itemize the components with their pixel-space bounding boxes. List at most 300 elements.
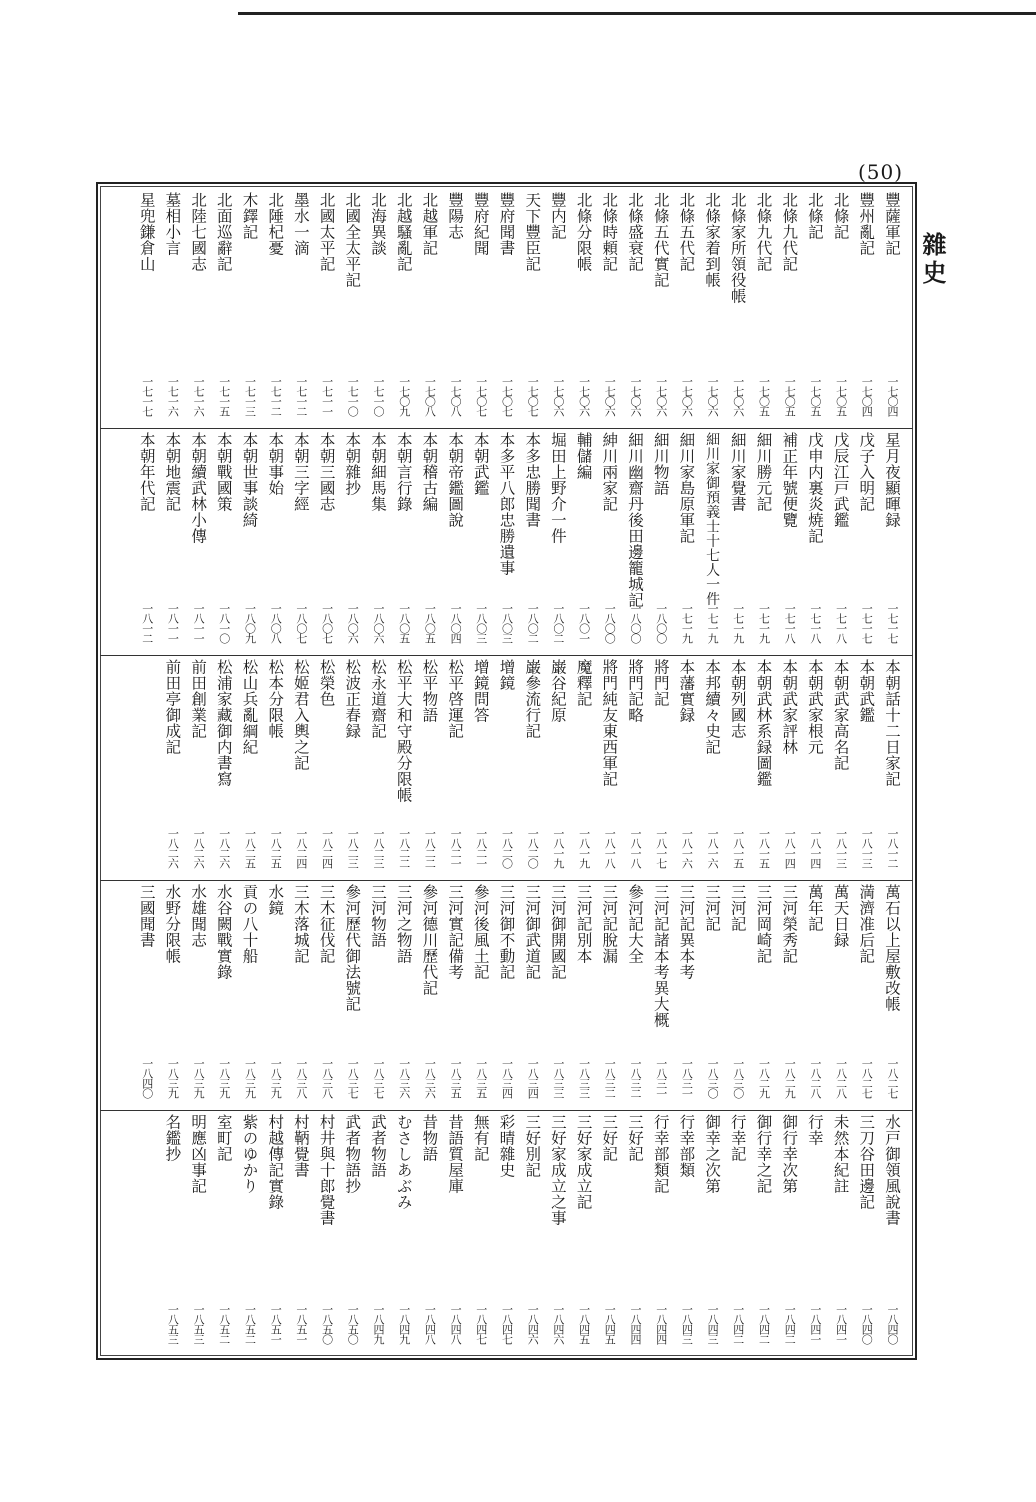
entry-number: 一八一六 — [680, 828, 694, 868]
entry-title: 豐陽志 — [446, 192, 465, 240]
index-entry — [468, 659, 494, 880]
index-entry — [571, 884, 597, 1110]
entry-number: 一八二三 — [372, 828, 385, 868]
entry-title: 村井與十郎覺書 — [317, 1114, 336, 1226]
index-entry — [494, 884, 520, 1110]
entry-title: 三好記 — [600, 1114, 619, 1162]
entry-number: 一八三五 — [474, 1058, 488, 1098]
index-entry — [519, 1114, 545, 1356]
entry-number: 一八三〇 — [731, 1058, 745, 1098]
entry-title: 行幸部類 — [677, 1114, 696, 1178]
index-entry — [339, 659, 365, 880]
index-entry — [751, 884, 777, 1110]
index-entry — [622, 1114, 648, 1356]
entry-number: 一八三五 — [449, 1058, 463, 1098]
entry-number: 一八二七 — [886, 1058, 899, 1098]
index-entry — [802, 432, 828, 655]
index-entry — [622, 884, 648, 1110]
top-rule — [238, 0, 1036, 15]
entry-title: 豐府紀聞 — [471, 192, 490, 256]
entry-title: 北條盛衰記 — [626, 192, 644, 272]
entry-title: 三國聞書 — [137, 884, 156, 948]
entry-title: 松本分限帳 — [266, 659, 285, 739]
entry-number: 一八二一 — [474, 828, 488, 868]
entry-number: 一八二二 — [423, 828, 437, 868]
entry-title: むさしあぶみ — [394, 1114, 413, 1210]
entry-title: 北陲杞憂 — [266, 192, 285, 256]
index-entry — [725, 432, 751, 655]
index-entry — [699, 884, 725, 1110]
page-number: (50) — [858, 160, 904, 184]
entry-title: 細川幽齋丹後田邊籠城記 — [626, 432, 644, 608]
entry-title: 水野分限帳 — [163, 884, 182, 964]
entry-number: 一八五〇 — [346, 1304, 360, 1344]
index-entry — [468, 884, 494, 1110]
index-entry — [699, 432, 725, 655]
index-entry — [288, 192, 314, 428]
index-entry — [391, 1114, 417, 1356]
index-entry — [545, 659, 571, 880]
index-entry — [596, 659, 622, 880]
entry-number: 一八〇六 — [372, 603, 385, 643]
index-entry — [519, 884, 545, 1110]
entry-number: 一七一一 — [320, 376, 334, 416]
entry-number: 一八五三 — [192, 1304, 206, 1344]
entry-title: 萬天日録 — [831, 884, 850, 948]
index-entry — [699, 659, 725, 880]
index-entry — [288, 659, 314, 880]
entry-title: 細川勝元記 — [754, 432, 773, 512]
index-entry — [339, 884, 365, 1110]
entry-title: 北條五代實記 — [651, 192, 670, 288]
index-entry — [159, 192, 185, 428]
entry-number: 一八一一 — [192, 603, 206, 643]
entry-title: 參河後風土記 — [471, 884, 490, 980]
entry-number: 一八二七 — [860, 1058, 874, 1098]
index-entry — [571, 432, 597, 655]
index-entry — [673, 192, 699, 428]
index-entry — [673, 1114, 699, 1356]
entry-title: 北越騷亂記 — [394, 192, 413, 272]
entry-number: 一八五二 — [243, 1304, 257, 1344]
index-entry — [442, 432, 468, 655]
entry-number: 一八二五 — [269, 828, 283, 868]
entry-title: 三木征伐記 — [317, 884, 336, 964]
index-entry — [314, 884, 340, 1110]
index-entry — [365, 659, 391, 880]
index-entry — [134, 432, 160, 655]
index-entry — [416, 192, 442, 428]
entry-number: 一八二一 — [449, 828, 463, 868]
entry-number: 一八三二 — [603, 1058, 617, 1098]
entry-number: 一八四六 — [526, 1304, 540, 1344]
entry-title: 本邦續々史記 — [703, 659, 722, 755]
index-entry — [519, 659, 545, 880]
entry-title: 北條記 — [831, 192, 850, 240]
index-band — [0, 432, 1036, 655]
entry-title: 本朝戰國策 — [214, 432, 233, 512]
entry-number: 一八四〇 — [140, 1058, 154, 1098]
entry-title: 細川家御預義士十七人一件 — [704, 432, 721, 606]
entry-number: 一八三七 — [346, 1058, 360, 1098]
entry-title: 北面巡辭記 — [214, 192, 233, 272]
entry-title: 松平大和守殿分限帳 — [394, 659, 413, 803]
index-entry — [314, 659, 340, 880]
entry-title: 三河之物語 — [394, 884, 413, 964]
entry-title: 本朝帝鑑圖說 — [446, 432, 465, 528]
index-entry — [596, 432, 622, 655]
entry-title: 本朝列國志 — [728, 659, 747, 739]
entry-number: 一八三三 — [577, 1058, 591, 1098]
index-entry — [365, 432, 391, 655]
index-entry — [442, 1114, 468, 1356]
index-entry — [751, 432, 777, 655]
entry-number: 一八一四 — [783, 828, 797, 868]
entry-title: 三河記異本考 — [677, 884, 696, 980]
index-entry — [622, 192, 648, 428]
index-entry — [725, 192, 751, 428]
entry-number: 一八三九 — [217, 1058, 231, 1098]
index-entry — [211, 192, 237, 428]
entry-number: 一八〇九 — [243, 603, 257, 643]
entry-number: 一八一三 — [834, 828, 848, 868]
entry-title: 本朝武鑑 — [857, 659, 876, 723]
index-entry — [468, 192, 494, 428]
index-entry — [211, 884, 237, 1110]
index-entry — [288, 884, 314, 1110]
entry-title: 增鏡 — [497, 659, 516, 691]
index-entry — [416, 432, 442, 655]
index-entry — [648, 432, 674, 655]
entry-number: 一八三四 — [500, 1058, 514, 1098]
entry-title: 北陸七國志 — [189, 192, 208, 272]
entry-number: 一八三二 — [629, 1058, 642, 1098]
index-entry — [545, 432, 571, 655]
entry-number: 一八五二 — [217, 1304, 231, 1344]
entry-title: 參河記大全 — [626, 884, 644, 964]
index-band — [0, 1114, 1036, 1356]
index-band — [0, 659, 1036, 880]
entry-title: 北條記 — [805, 192, 824, 240]
entry-number: 一八二三 — [346, 828, 360, 868]
entry-number: 一七〇六 — [577, 376, 591, 416]
entry-title: 天下豐臣記 — [523, 192, 542, 272]
entry-title: 本朝地震記 — [163, 432, 182, 512]
entry-number: 一八四七 — [500, 1304, 514, 1344]
entry-number: 一八三八 — [294, 1058, 308, 1098]
entry-title: 松浦家藏御内書寫 — [214, 659, 233, 787]
index-entry — [185, 432, 211, 655]
entry-number: 一八一六 — [706, 828, 720, 868]
entry-title: 本朝武家根元 — [805, 659, 824, 755]
index-entry — [211, 432, 237, 655]
entry-number: 一八三八 — [320, 1058, 334, 1098]
entry-title: 行幸記 — [728, 1114, 747, 1162]
entry-number: 一七〇五 — [783, 376, 797, 416]
entry-number: 一八〇七 — [320, 603, 334, 643]
entry-title: 魔釋記 — [574, 659, 593, 707]
entry-title: 戊申内裏炎焼記 — [805, 432, 824, 544]
entry-number: 一七〇八 — [449, 376, 463, 416]
entry-number: 一七一八 — [808, 603, 822, 643]
entry-title: 萬石以上屋敷改帳 — [883, 884, 901, 1012]
entry-number: 一八二五 — [243, 828, 257, 868]
entry-title: 三河記 — [703, 884, 722, 932]
entry-number: 一八三七 — [372, 1058, 385, 1098]
entry-title: 墨水一滴 — [291, 192, 310, 256]
index-entry — [391, 884, 417, 1110]
entry-number: 一八三九 — [269, 1058, 283, 1098]
index-entry — [339, 192, 365, 428]
entry-number: 一八一八 — [603, 828, 617, 868]
entry-number: 一八五〇 — [320, 1304, 334, 1344]
index-entry — [416, 659, 442, 880]
entry-number: 一七一八 — [834, 603, 848, 643]
entry-number: 一八一二 — [886, 828, 899, 868]
entry-number: 一七一八 — [783, 603, 797, 643]
entry-number: 一七一三 — [243, 376, 257, 416]
entry-title: 松平啓運記 — [446, 659, 465, 739]
entry-number: 一八一五 — [757, 828, 771, 868]
index-entry — [622, 432, 648, 655]
entry-number: 一八二八 — [834, 1058, 848, 1098]
index-entry — [391, 432, 417, 655]
entry-number: 一八四八 — [449, 1304, 463, 1344]
index-entry — [828, 192, 854, 428]
entry-title: 昔語質屋庫 — [446, 1114, 465, 1194]
entry-title: 明應凶事記 — [189, 1114, 208, 1194]
index-entry — [159, 1114, 185, 1356]
entry-number: 一七一六 — [192, 376, 206, 416]
index-entry — [802, 884, 828, 1110]
entry-title: 本朝世事談綺 — [240, 432, 259, 528]
index-entry — [853, 884, 879, 1110]
index-entry — [314, 432, 340, 655]
entry-title: 三好別記 — [523, 1114, 542, 1178]
band-divider — [100, 655, 913, 656]
entry-title: 武者物語抄 — [343, 1114, 362, 1194]
entry-number: 一八〇三 — [474, 603, 488, 643]
index-entry — [288, 432, 314, 655]
entry-number: 一八二二 — [397, 828, 411, 868]
entry-number: 一八二八 — [808, 1058, 822, 1098]
entry-number: 一八三三 — [551, 1058, 565, 1098]
entry-title: 昔物語 — [420, 1114, 439, 1162]
index-entry — [828, 884, 854, 1110]
entry-title: 北條家所領役帳 — [728, 192, 747, 304]
entry-number: 一八三一 — [680, 1058, 694, 1098]
index-entry — [391, 659, 417, 880]
entry-number: 一七〇六 — [680, 376, 694, 416]
index-entry — [185, 884, 211, 1110]
entry-title: 北條時頼記 — [600, 192, 619, 272]
index-entry — [159, 884, 185, 1110]
index-entry — [416, 1114, 442, 1356]
entry-number: 一八〇五 — [397, 603, 411, 643]
index-entry — [262, 432, 288, 655]
entry-number: 一八一九 — [551, 828, 565, 868]
entry-number: 一八三九 — [166, 1058, 180, 1098]
entry-number: 一八四五 — [577, 1304, 591, 1344]
entry-title: 豐内記 — [548, 192, 567, 240]
entry-number: 一七一六 — [166, 376, 180, 416]
index-entry — [237, 659, 263, 880]
index-entry — [314, 1114, 340, 1356]
entry-title: 北條家着到帳 — [703, 192, 722, 288]
entry-title: 三河記脫漏 — [600, 884, 619, 964]
entry-number: 一八二九 — [757, 1058, 771, 1098]
entry-number: 一八〇〇 — [603, 603, 617, 643]
entry-number: 一八四九 — [397, 1304, 411, 1344]
entry-number: 一八二六 — [192, 828, 206, 868]
entry-number: 一八〇四 — [449, 603, 463, 643]
entry-number: 一七〇七 — [500, 376, 514, 416]
index-band — [0, 884, 1036, 1110]
entry-number: 一七一七 — [860, 603, 874, 643]
entry-title: 本多忠勝聞書 — [523, 432, 542, 528]
entry-number: 一八四七 — [474, 1304, 488, 1344]
entry-title: 細川家島原軍記 — [677, 432, 696, 544]
index-entry — [442, 192, 468, 428]
entry-title: 墓相小言 — [163, 192, 182, 256]
entry-number: 一八二四 — [294, 828, 308, 868]
index-entry — [159, 432, 185, 655]
entry-title: 北條五代記 — [677, 192, 696, 272]
entry-number: 一七〇四 — [860, 376, 874, 416]
index-entry — [237, 432, 263, 655]
index-entry — [699, 192, 725, 428]
index-entry — [648, 1114, 674, 1356]
entry-title: 水雄聞志 — [189, 884, 208, 948]
entry-number: 一八二〇 — [526, 828, 540, 868]
entry-number: 一八一一 — [166, 603, 180, 643]
entry-number: 一七〇五 — [808, 376, 822, 416]
index-entry — [725, 884, 751, 1110]
entry-number: 一八四〇 — [886, 1304, 899, 1344]
entry-number: 一八四六 — [551, 1304, 565, 1344]
index-entry — [519, 432, 545, 655]
entry-number: 一七〇五 — [757, 376, 771, 416]
index-entry — [211, 1114, 237, 1356]
entry-number: 一七一二 — [269, 376, 283, 416]
entry-title: 三好家成立記 — [574, 1114, 593, 1210]
index-entry — [699, 1114, 725, 1356]
band-divider — [100, 428, 913, 429]
entry-title: 戊辰江戸武鑑 — [831, 432, 850, 528]
entry-number: 一七一五 — [217, 376, 231, 416]
index-entry — [751, 192, 777, 428]
entry-title: 三木落城記 — [291, 884, 310, 964]
entry-title: 水戸御領風說書 — [883, 1114, 901, 1226]
entry-number: 一八三四 — [526, 1058, 540, 1098]
index-entry — [853, 1114, 879, 1356]
entry-number: 一八一三 — [860, 828, 874, 868]
index-entry — [879, 659, 905, 880]
index-entry — [185, 192, 211, 428]
entry-number: 一八〇三 — [500, 603, 514, 643]
entry-title: 三河物語 — [369, 884, 387, 948]
entry-number: 一八二〇 — [500, 828, 514, 868]
entry-number: 一七一七 — [886, 603, 899, 643]
entry-title: 御行幸之記 — [754, 1114, 773, 1194]
entry-number: 一八一五 — [731, 828, 745, 868]
index-entry — [751, 1114, 777, 1356]
entry-number: 一七一九 — [757, 603, 771, 643]
index-entry — [622, 659, 648, 880]
entry-number: 一七〇八 — [423, 376, 437, 416]
entry-title: 三好家成立之事 — [548, 1114, 567, 1226]
entry-number: 一八四二 — [731, 1304, 745, 1344]
entry-title: 輔儲編 — [574, 432, 593, 480]
entry-title: 北國全太平記 — [343, 192, 362, 288]
entry-number: 一八四〇 — [860, 1304, 874, 1344]
entry-number: 一八四一 — [834, 1304, 848, 1344]
entry-number: 一八三六 — [423, 1058, 437, 1098]
index-entry — [648, 192, 674, 428]
entry-title: 三河實記備考 — [446, 884, 465, 980]
entry-title: 細川物語 — [651, 432, 670, 496]
index-entry — [776, 432, 802, 655]
entry-number: 一七一九 — [706, 603, 720, 643]
index-entry — [339, 432, 365, 655]
entry-title: 本朝言行錄 — [394, 432, 413, 512]
index-entry — [879, 884, 905, 1110]
index-entry — [159, 659, 185, 880]
index-entry — [545, 192, 571, 428]
entry-title: 松波正春録 — [343, 659, 362, 739]
index-entry — [365, 192, 391, 428]
entry-number: 一七〇四 — [886, 376, 899, 416]
entry-title: 本朝事始 — [266, 432, 285, 496]
entry-number: 一七一二 — [294, 376, 308, 416]
entry-title: 補正年號便覽 — [780, 432, 799, 528]
entry-title: 堀田上野介一件 — [548, 432, 567, 544]
entry-title: 本朝武家評林 — [780, 659, 799, 755]
entry-title: 參河歷代御法號記 — [343, 884, 362, 1012]
index-entry — [262, 1114, 288, 1356]
index-entry — [776, 659, 802, 880]
entry-number: 一八四四 — [654, 1304, 668, 1344]
entry-number: 一八〇六 — [346, 603, 360, 643]
entry-number: 一八二六 — [166, 828, 180, 868]
entry-title: 室町記 — [214, 1114, 233, 1162]
entry-number: 一八四二 — [757, 1304, 771, 1344]
index-entry — [134, 192, 160, 428]
entry-title: 彩晴雜史 — [497, 1114, 516, 1178]
entry-title: 北國太平記 — [317, 192, 336, 272]
entry-number: 一八一四 — [808, 828, 822, 868]
entry-title: 三河記諸本考異大概 — [651, 884, 670, 1028]
index-entry — [853, 432, 879, 655]
entry-title: 三河御武道記 — [523, 884, 542, 980]
entry-title: 木鐸記 — [240, 192, 259, 240]
entry-title: 本朝三字經 — [291, 432, 310, 512]
entry-title: 武者物語 — [369, 1114, 387, 1178]
index-entry — [494, 1114, 520, 1356]
index-entry — [648, 659, 674, 880]
entry-number: 一七一九 — [680, 603, 694, 643]
index-entry — [673, 432, 699, 655]
entry-title: 豐州亂記 — [857, 192, 876, 256]
entry-number: 一八四三 — [706, 1304, 720, 1344]
entry-number: 一七一〇 — [346, 376, 360, 416]
entry-title: 村越傳記實錄 — [266, 1114, 285, 1210]
entry-number: 一八五一 — [294, 1304, 308, 1344]
entry-number: 一八〇二 — [551, 603, 565, 643]
entry-title: 本朝三國志 — [317, 432, 336, 512]
index-entry — [211, 659, 237, 880]
index-entry — [494, 432, 520, 655]
